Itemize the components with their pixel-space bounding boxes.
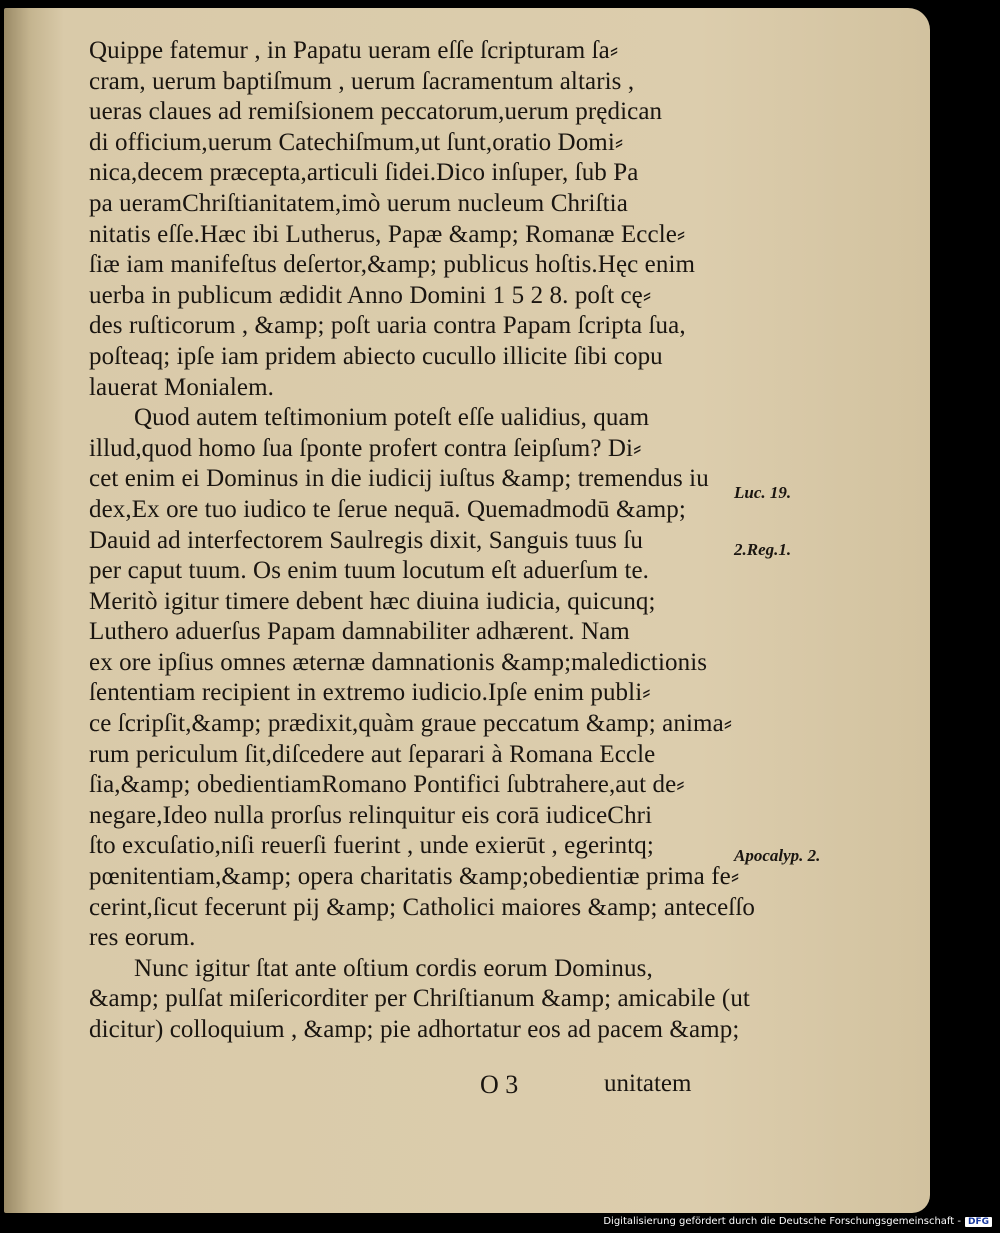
footer-credit: [603, 1216, 992, 1227]
dfg-logo-icon: DFG: [965, 1217, 992, 1227]
text-line: des ruſticorum , &amp; poſt uaria contra Papam ſcripta ſua,: [89, 312, 686, 340]
text-line: di officium,uerum Catechiſmum,ut ſunt,oratio Domi⸗: [89, 128, 624, 156]
body-text: [89, 36, 755, 1046]
signature-mark: O 3: [480, 1070, 519, 1099]
text-line: dicitur) colloquium , &amp; pie adhortatur eos ad pacem &amp;: [89, 1016, 740, 1043]
text-line: dex,Ex ore tuo iudico te ſerue nequā. Quemadmodū &amp;: [89, 495, 686, 523]
margin-note-luke: Luc. 19.: [734, 483, 792, 502]
text-line: illud,quod homo ſua ſponte profert contra ſeipſum? Di⸗: [89, 434, 642, 462]
text-line: uerba in publicum ædidit Anno Domini 1 5 2 8. poſt cę⸗: [89, 281, 652, 309]
text-line: poſteaq; ipſe iam pridem abiecto cucullo illicite ſibi copu: [89, 342, 663, 370]
catchword: unitatem: [604, 1070, 692, 1097]
text-line: &amp; pulſat miſericorditer per Chriſtianum &amp; amicabile (ut: [89, 985, 750, 1013]
text-line: Luthero aduerſus Papam damnabiliter adhærent. Nam: [89, 618, 630, 646]
text-line: Nunc igitur ſtat ante oſtium cordis eorum Dominus,: [134, 954, 653, 982]
text-line: ex ore ipſius omnes æternæ damnationis &amp;maledictionis: [89, 648, 708, 676]
text-line: ſia,&amp; obedientiamRomano Pontifici ſubtrahere,aut de⸗: [89, 771, 685, 799]
text-line: per caput tuum. Os enim tuum locutum eſt aduerſum te.: [89, 557, 650, 585]
text-line: Dauid ad interfectorem Saulregis dixit, Sanguis tuus ſu: [89, 526, 644, 554]
text-line: ſiæ iam manifeſtus deſertor,&amp; publicus hoſtis.Hęc enim: [89, 251, 696, 279]
text-line: pa ueramChriſtianitatem,imò uerum nucleum Chriſtia: [89, 189, 628, 217]
text-line: res eorum.: [89, 924, 196, 952]
text-line: cram, uerum baptiſmum , uerum ſacramentum altaris ,: [89, 67, 635, 95]
text-line: ſto excuſatio,niſi reuerſi fuerint , unde exierūt , egerintq;: [89, 832, 654, 860]
text-line: Meritò igitur timere debent hæc diuina iudicia, quicunq;: [89, 587, 656, 615]
text-line: Quod autem teſtimonium poteſt eſſe ualidius, quam: [134, 404, 650, 432]
footer-text: Digitalisierung gefördert durch die Deutsche Forschungsgemeinschaft -: [603, 1216, 961, 1227]
margin-note-apocalypse: Apocalyp. 2.: [734, 846, 821, 865]
text-line: rum periculum ſit,diſcedere aut ſeparari à Romana Eccle: [89, 740, 656, 768]
margin-note-kings: 2.Reg.1.: [734, 540, 792, 559]
text-line: cet enim ei Dominus in die iudicij iuſtus &amp; tremendus iu: [89, 465, 709, 493]
text-line: ueras claues ad remiſsionem peccatorum,uerum prędican: [89, 98, 663, 126]
text-line: nitatis eſſe.Hæc ibi Lutherus, Papæ &amp; Romanæ Eccle⸗: [89, 220, 686, 248]
text-line: nica,decem præcepta,articuli ſidei.Dico inſuper, ſub Pa: [89, 159, 639, 187]
text-line: cerint,ſicut fecerunt pij &amp; Catholici maiores &amp; anteceſſo: [89, 893, 755, 921]
text-line: Quippe fatemur , in Papatu ueram eſſe ſcripturam ſa⸗: [89, 37, 619, 64]
text-line: negare,Ideo nulla prorſus relinquitur eis corā iudiceChri: [89, 801, 653, 829]
text-line: ce ſcripſit,&amp; prædixit,quàm graue peccatum &amp; anima⸗: [89, 710, 733, 738]
text-line: pœnitentiam,&amp; opera charitatis &amp;obedientiæ prima fe⸗: [89, 863, 740, 891]
text-line: lauerat Monialem.: [89, 373, 274, 401]
text-line: ſententiam recipient in extremo iudicio.Ipſe enim publi⸗: [89, 679, 651, 707]
book-page: [4, 8, 930, 1213]
